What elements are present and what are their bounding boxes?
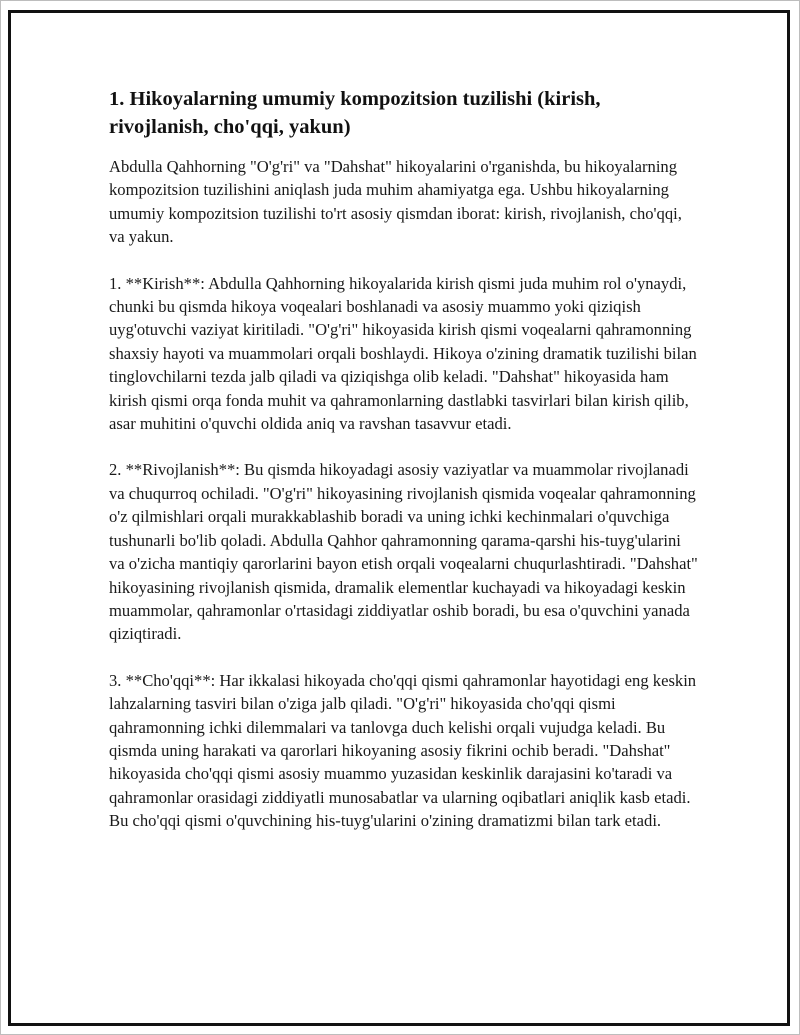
paragraph-choqqi: 3. **Cho'qqi**: Har ikkalasi hikoyada cho'qqi qismi qahramonlar hayotidagi eng keskin lahzalarning tasviri bilan o'ziga jalb qiladi. "O'g'ri" hikoyasida cho'qqi qismi qahramonning ichki dilemmalari va tanlovga duch kelishi orqali vujudga keladi. Bu qismda uning harakati va qarorlari hikoyaning asosiy fikrini ochib beradi. "Dahshat" hikoyasida cho'qqi qismi asosiy muammo yuzasidan keskinlik darajasini ko'taradi va qahramonlar orasidagi ziddiyatli munosabatlar va ularning oqibatlari aniqlik kasb etadi. Bu cho'qqi qismi o'quvchining his-tuyg'ularini o'zining dramatizmi bilan tark etadi. [109,670,697,831]
paragraph-intro: Abdulla Qahhorning "O'g'ri" va "Dahshat" hikoyalarini o'rganishda, bu hikoyalarning kompozitsion tuzilishini aniqlash juda muhim ahamiyatga ega. Ushbu hikoyalarning umumiy kompozitsion tuzilishi to'rt asosiy qismdan iborat: kirish, rivojlanish, cho'qqi, va yakun. [109,157,682,247]
paragraph-kirish: 1. **Kirish**: Abdulla Qahhorning hikoyalarida kirish qismi juda muhim rol o'ynaydi, chunki bu qismda hikoya voqealari boshlanadi va asosiy muammo yoki qiziqish uyg'otuvchi vaziyat kiritiladi. "O'g'ri" hikoyasida kirish qismi voqealarni qahramonning shaxsiy hayoti va muammolari orqali boshlaydi. Hikoya o'zining dramatik tuzilishi bilan tinglovchilarni tezda jalb qiladi va qiziqishga olib keladi. "Dahshat" hikoyasida ham kirish qismi orqa fonda muhit va qahramonlarning dastlabki tasvirlari bilan kirish qilib, asar muhitini o'quvchi oldida aniq va ravshan tasavvur etadi. [109,273,697,434]
paragraph-rivojlanish: 2. **Rivojlanish**: Bu qismda hikoyadagi asosiy vaziyatlar va muammolar rivojlanadi va chuqurroq ochiladi. "O'g'ri" hikoyasining rivojlanish qismida voqealar qahramonning o'z qilmishlari orqali murakkablashib boradi va uning ichki kechinmalari o'quvchiga tushunarli bo'lib qoladi. Abdulla Qahhor qahramonning qarama-qarshi his-tuyg'ularini va o'zicha mantiqiy qarorlarini bayon etish orqali voqealarni chuqurlashtiradi. "Dahshat" hikoyasining rivojlanish qismida, dramalik elementlar kuchayadi va hikoyadagi keskin muammolar, qahramonlar o'rtasidagi ziddiyatlar oshib boradi, bu esa o'quvchini yanada qiziqtiradi. [109,460,698,644]
document-body [109,85,699,856]
document-title: 1. Hikoyalarning umumiy kompozitsion tuzilishi (kirish, rivojlanish, cho'qqi, yakun) [109,88,601,138]
